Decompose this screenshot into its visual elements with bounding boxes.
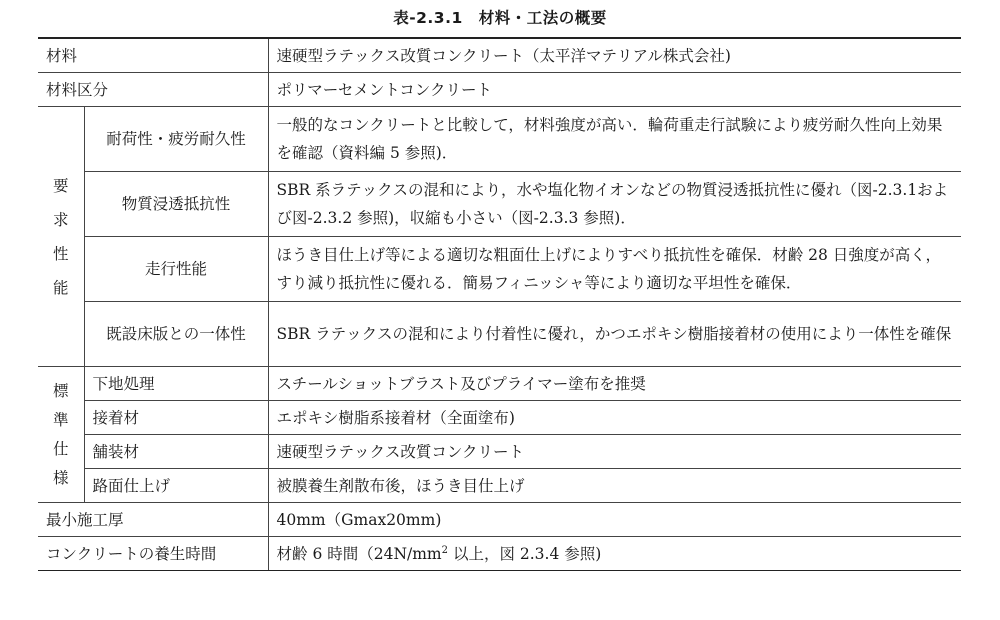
row-label-curing: コンクリートの養生時間 — [38, 537, 268, 571]
sub-label: 既設床版との一体性 — [84, 302, 268, 367]
group-char: 仕 — [52, 439, 69, 458]
group-char: 求 — [52, 210, 69, 229]
sub-value: 一般的なコンクリートと比較して，材料強度が高い．輪荷重走行試験により疲労耐久性向上効果を確認（資料編 5 参照)． — [268, 107, 961, 172]
sub-label: 走行性能 — [84, 237, 268, 302]
row-value-curing — [268, 537, 961, 571]
table-row — [38, 38, 961, 73]
curing-value-text: 材齢 6 時間（24N/mm — [276, 544, 442, 563]
sub-value: スチールショットブラスト及びプライマー塗布を推奨 — [268, 367, 961, 401]
sub-value: 被膜養生剤散布後，ほうき目仕上げ — [268, 469, 961, 503]
sub-value: エポキシ樹脂系接着材（全面塗布) — [268, 401, 961, 435]
sub-label: 下地処理 — [84, 367, 268, 401]
row-value-material: 速硬型ラテックス改質コンクリート（太平洋マテリアル株式会社) — [268, 38, 961, 73]
spec-table — [38, 37, 961, 571]
sub-label: 接着材 — [84, 401, 268, 435]
sub-value: SBR ラテックスの混和により付着性に優れ，かつエポキシ樹脂接着材の使用により一体性を確保 — [268, 302, 961, 367]
table-title: 表-2.3.1 材料・工法の概要 — [393, 9, 607, 27]
group-char: 能 — [52, 278, 69, 297]
group-char: 性 — [52, 244, 69, 263]
curing-value-text-end: 以上，図 2.3.4 参照) — [448, 544, 602, 563]
sub-label: 路面仕上げ — [84, 469, 268, 503]
table-row — [38, 469, 961, 503]
table-row — [38, 503, 961, 537]
sub-value: 速硬型ラテックス改質コンクリート — [268, 435, 961, 469]
group-label-requirements — [38, 107, 84, 367]
curing-value-superscript: 2 — [441, 544, 449, 556]
table-row — [38, 401, 961, 435]
table-row — [38, 435, 961, 469]
sub-value: ほうき目仕上げ等による適切な粗面仕上げによりすべり抵抗性を確保．材齢 28 日強度が高く，すり減り抵抗性に優れる．簡易フィニッシャ等により適切な平坦性を確保． — [268, 237, 961, 302]
sub-value: SBR 系ラテックスの混和により，水や塩化物イオンなどの物質浸透抵抗性に優れ（図-2.3.1および図-2.3.2 参照)，収縮も小さい（図-2.3.3 参照)． — [268, 172, 961, 237]
group-char: 標 — [52, 381, 69, 400]
group-char: 要 — [52, 176, 69, 195]
row-label-min-thickness: 最小施工厚 — [38, 503, 268, 537]
table-row — [38, 237, 961, 302]
table-row — [38, 537, 961, 571]
group-label-standard — [38, 367, 84, 503]
row-value-category: ポリマーセメントコンクリート — [268, 73, 961, 107]
table-row — [38, 302, 961, 367]
sub-label: 耐荷性・疲労耐久性 — [84, 107, 268, 172]
table-row — [38, 107, 961, 172]
row-label-category: 材料区分 — [38, 73, 268, 107]
group-char: 様 — [52, 468, 69, 487]
sub-label: 舗装材 — [84, 435, 268, 469]
table-row — [38, 367, 961, 401]
table-row — [38, 172, 961, 237]
sub-label: 物質浸透抵抗性 — [84, 172, 268, 237]
row-label-material: 材料 — [38, 38, 268, 73]
table-row — [38, 73, 961, 107]
group-char: 準 — [52, 410, 69, 429]
row-value-min-thickness: 40mm（Gmax20mm) — [268, 503, 961, 537]
